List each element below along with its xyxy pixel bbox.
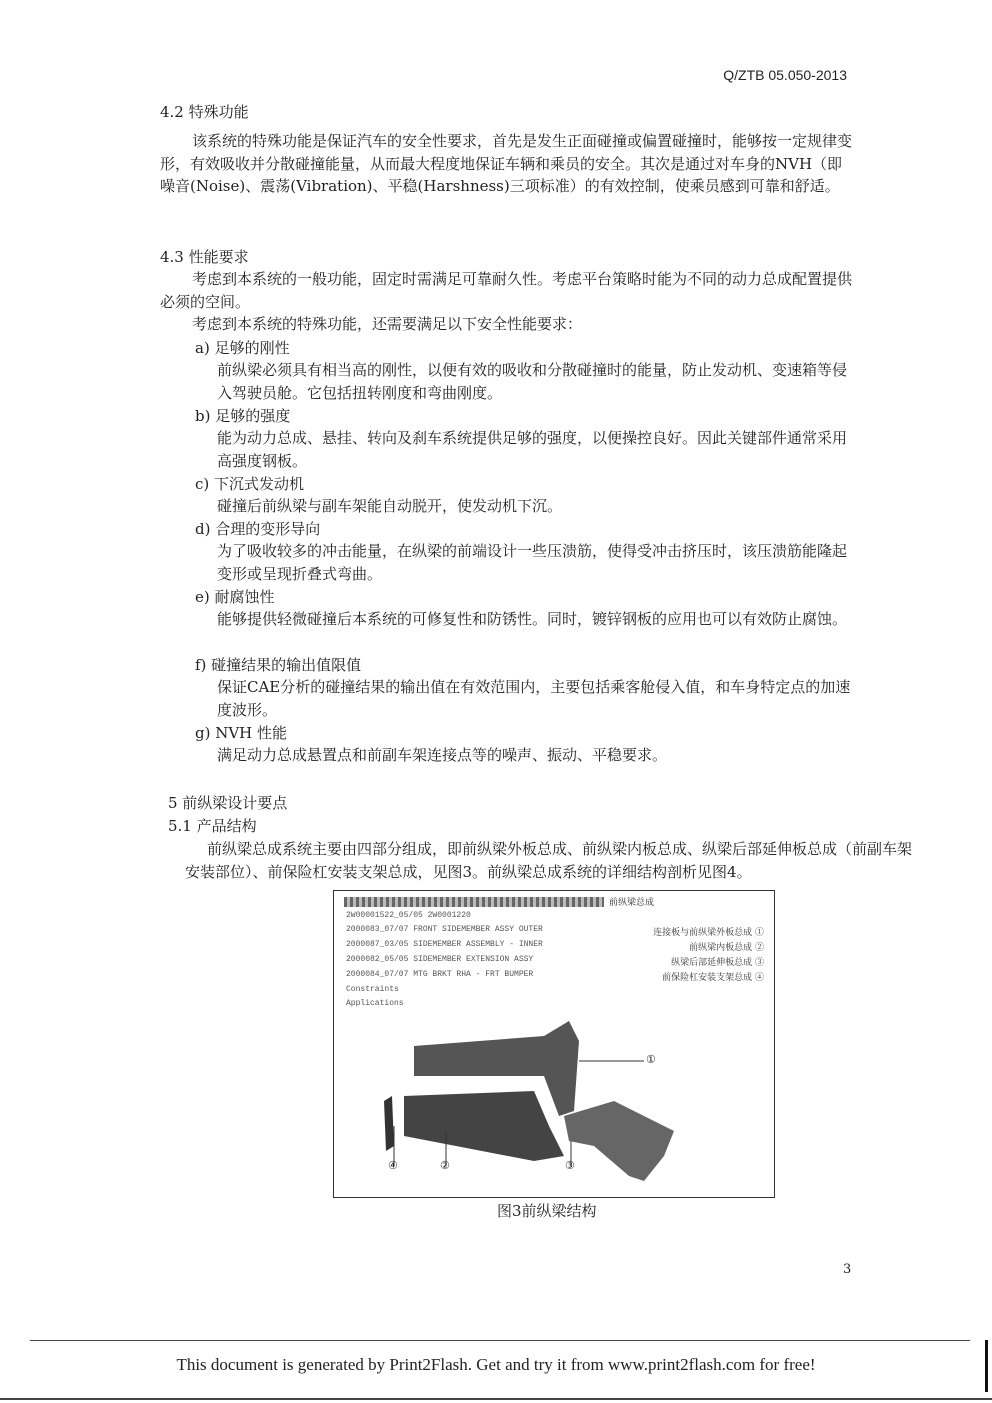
section-4-3-title: 4.3 性能要求: [160, 248, 249, 266]
section-4-3-p2: 考虑到本系统的特殊功能，还需要满足以下安全性能要求：: [192, 315, 583, 333]
divider: [30, 1340, 970, 1341]
callout-3: ③: [565, 1159, 575, 1172]
item-b-head: b) 足够的强度: [195, 407, 291, 425]
item-e-body: 能够提供轻微碰撞后本系统的可修复性和防锈性。同时，镀锌钢板的应用也可以有效防止腐蚀。: [217, 610, 848, 628]
divider: [0, 1398, 992, 1400]
tree-root-label: 前纵梁总成: [609, 898, 655, 908]
tree-node: 2000084_07/07 MTG BRKT RHA - FRT BUMPER: [346, 970, 534, 979]
item-c-head: c) 下沉式发动机: [195, 475, 305, 493]
item-a-body: 前纵梁必须具有相当高的刚性，以便有效的吸收和分散碰撞时的能量，防止发动机、变速箱等侵入驾驶员舱。它包括扭转刚度和弯曲刚度。: [217, 361, 848, 402]
tree-node: 2000082_05/05 SIDEMEMBER EXTENSION ASSY: [346, 955, 534, 964]
item-a-head: a) 足够的刚性: [195, 339, 290, 357]
sidemember-illustration: [334, 1016, 774, 1196]
figure-caption: 图3前纵梁结构: [497, 1202, 597, 1220]
item-f-head: f) 碰撞结果的输出值限值: [195, 656, 362, 674]
callout-1: ①: [646, 1053, 656, 1066]
item-g-head: g) NVH 性能: [195, 724, 288, 742]
section-5-title: 5 前纵梁设计要点: [168, 794, 288, 812]
tree-node: 2000087_03/05 SIDEMEMBER ASSEMBLY - INNER: [346, 940, 543, 949]
callout-2: ②: [440, 1159, 450, 1172]
callout-4: ④: [388, 1159, 398, 1172]
item-g-body: 满足动力总成悬置点和前副车架连接点等的噪声、振动、平稳要求。: [217, 746, 668, 764]
tree-root-highlight: [344, 897, 604, 907]
item-d-body: 为了吸收较多的冲击能量，在纵梁的前端设计一些压溃筋，使得受冲击挤压时，该压溃筋能隆起变形或呈现折叠式弯曲。: [217, 542, 848, 583]
item-e-head: e) 耐腐蚀性: [195, 588, 275, 606]
item-b-body: 能为动力总成、悬挂、转向及刹车系统提供足够的强度，以便操控良好。因此关键部件通常采用高强度钢板。: [217, 429, 848, 470]
section-4-3-p1: 考虑到本系统的一般功能，固定时需满足可靠耐久性。考虑平台策略时能为不同的动力总成配置提供必须的空间。: [160, 270, 853, 311]
part-label: 纵梁后部延伸板总成 ③: [671, 958, 764, 968]
part-label: 连接板与前纵梁外板总成 ①: [653, 928, 764, 938]
page-number: 3: [843, 1262, 852, 1277]
item-c-body: 碰撞后前纵梁与副车架能自动脱开，使发动机下沉。: [217, 497, 563, 515]
document-id: Q/ZTB 05.050-2013: [723, 67, 847, 83]
item-f-body: 保证CAE分析的碰撞结果的输出值在有效范围内，主要包括乘客舱侵入值，和车身特定点的加速度波形。: [217, 678, 851, 719]
figure-3: [333, 890, 775, 1198]
part-label: 前保险杠安装支架总成 ④: [662, 973, 764, 983]
tree-node: Applications: [346, 999, 404, 1008]
item-d-head: d) 合理的变形导向: [195, 520, 321, 538]
scan-edge: [985, 1340, 988, 1392]
section-5-1-title: 5.1 产品结构: [168, 817, 257, 835]
part-label: 前纵梁内板总成 ②: [689, 943, 764, 953]
footer-notice: This document is generated by Print2Flash. Get and try it from www.print2flash.com for free!: [176, 1355, 816, 1374]
section-5-1-para: 前纵梁总成系统主要由四部分组成，即前纵梁外板总成、前纵梁内板总成、纵梁后部延伸板总成（前副车架安装部位）、前保险杠安装支架总成，见图3。前纵梁总成系统的详细结构剖析见图4。: [185, 840, 913, 881]
tree-node: 2W00001522_05/05 2W0001220: [346, 911, 471, 920]
tree-node: Constraints: [346, 985, 399, 994]
tree-node: 2000083_07/07 FRONT SIDEMEMBER ASSY OUTER: [346, 925, 543, 934]
section-4-2-para: 该系统的特殊功能是保证汽车的安全性要求，首先是发生正面碰撞或偏置碰撞时，能够按一定规律变形，有效吸收并分散碰撞能量，从而最大程度地保证车辆和乘员的安全。其次是通过对车身的NVH（即噪音(Noise)、震荡(Vibration)、平稳(Harshness)三项标准）的有效控制，使乘员感到可靠和舒适。: [160, 132, 853, 195]
section-4-2-title: 4.2 特殊功能: [160, 103, 249, 121]
